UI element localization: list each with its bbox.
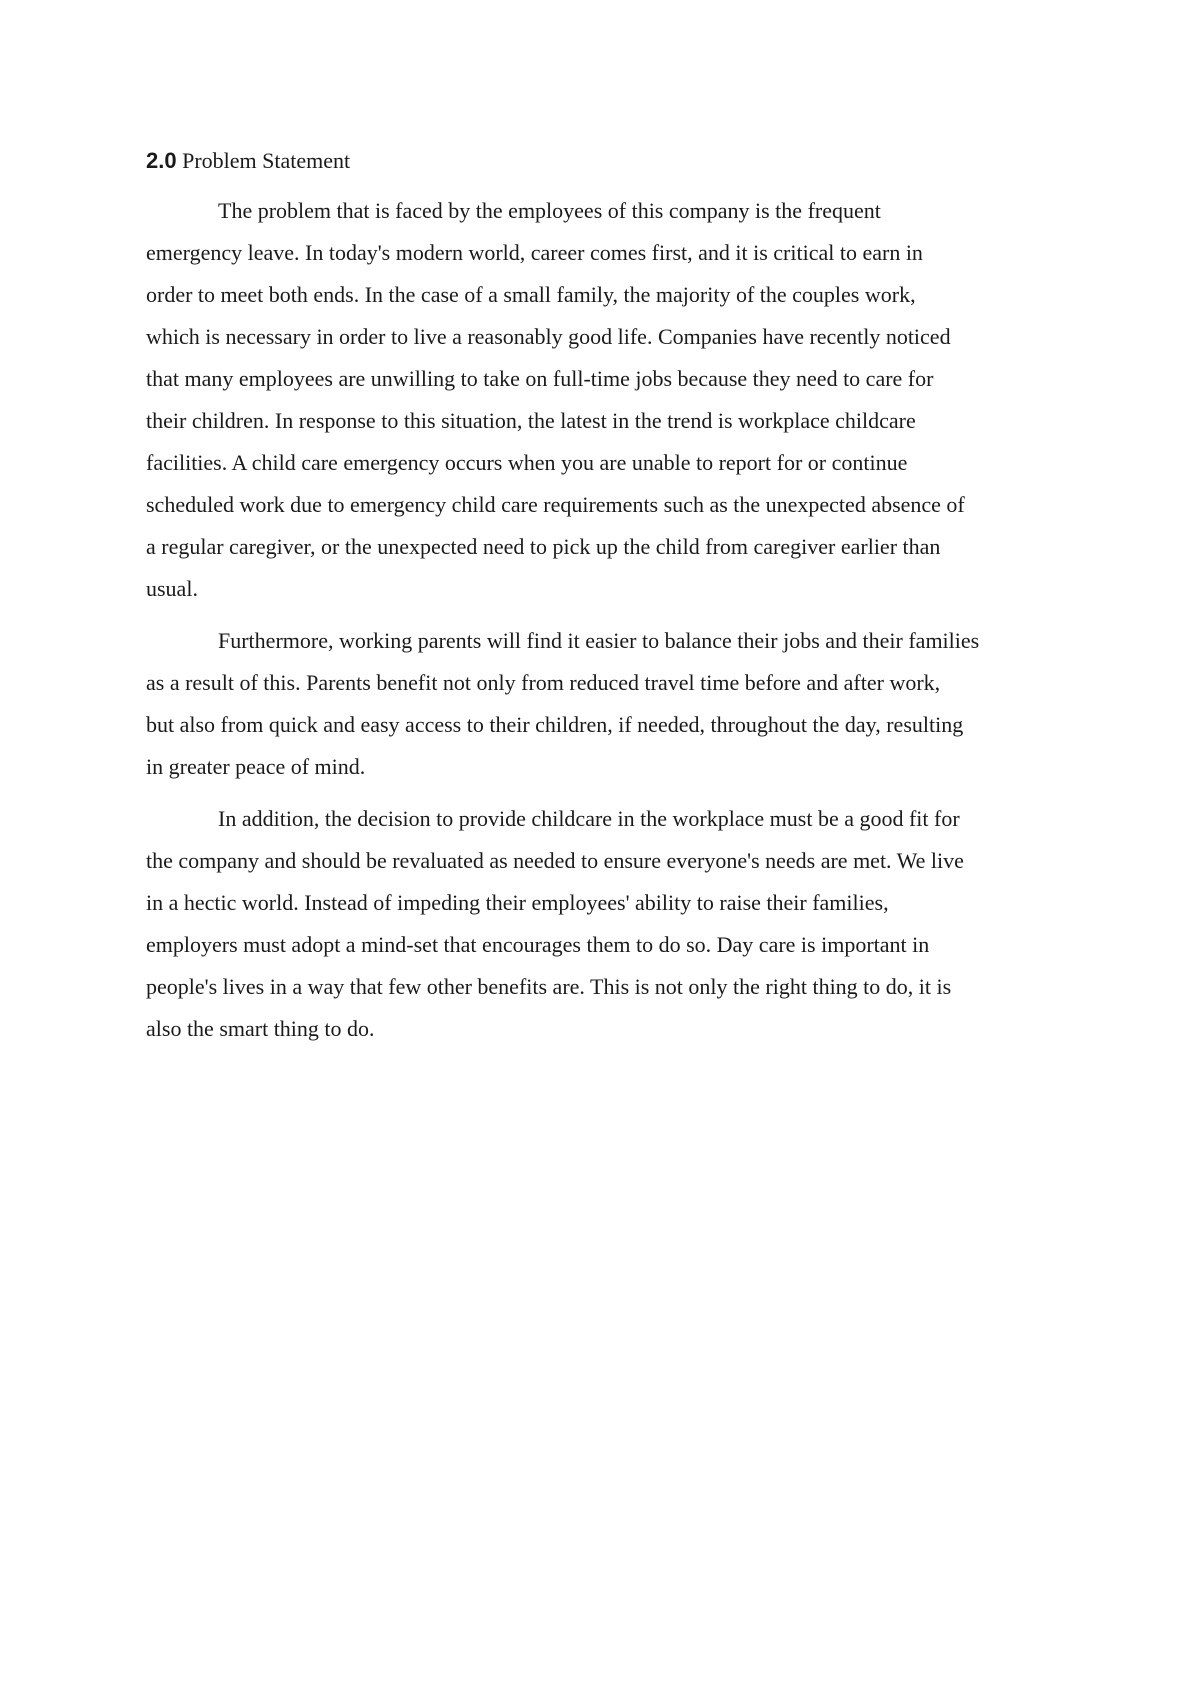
document-page: [146, 146, 1066, 1060]
text-line: In addition, the decision to provide childcare in the workplace must be a good fit for: [218, 806, 960, 831]
text-line: The problem that is faced by the employees of this company is the frequent: [218, 198, 881, 223]
section-title: Problem Statement: [182, 148, 351, 173]
text-line: as a result of this. Parents benefit not only from reduced travel time before and after work,: [146, 670, 941, 695]
text-line: facilities. A child care emergency occurs when you are unable to report for or continue: [146, 450, 908, 475]
section-heading: [146, 146, 1066, 176]
paragraph-problem: [146, 190, 1066, 610]
text-line: the company and should be revaluated as needed to ensure everyone's needs are met. We live: [146, 848, 964, 873]
paragraph-furthermore: [146, 620, 1066, 788]
text-line: people's lives in a way that few other benefits are. This is not only the right thing to do, it is: [146, 974, 952, 999]
text-line: also the smart thing to do.: [146, 1016, 375, 1041]
paragraph-in-addition: [146, 798, 1066, 1050]
text-line: which is necessary in order to live a reasonably good life. Companies have recently noticed: [146, 324, 951, 349]
text-line: but also from quick and easy access to their children, if needed, throughout the day, resulting: [146, 712, 964, 737]
text-line: in a hectic world. Instead of impeding their employees' ability to raise their families,: [146, 890, 889, 915]
text-line: order to meet both ends. In the case of a small family, the majority of the couples work,: [146, 282, 916, 307]
text-line: their children. In response to this situation, the latest in the trend is workplace childcare: [146, 408, 916, 433]
text-line: scheduled work due to emergency child care requirements such as the unexpected absence of: [146, 492, 965, 517]
text-line: Furthermore, working parents will find it easier to balance their jobs and their families: [218, 628, 980, 653]
text-line: a regular caregiver, or the unexpected need to pick up the child from caregiver earlier than: [146, 534, 941, 559]
text-line: in greater peace of mind.: [146, 754, 366, 779]
text-line: employers must adopt a mind-set that encourages them to do so. Day care is important in: [146, 932, 930, 957]
text-line: emergency leave. In today's modern world, career comes first, and it is critical to earn in: [146, 240, 923, 265]
text-line: usual.: [146, 576, 198, 601]
text-line: that many employees are unwilling to take on full-time jobs because they need to care for: [146, 366, 934, 391]
section-number: 2.0: [146, 148, 177, 173]
